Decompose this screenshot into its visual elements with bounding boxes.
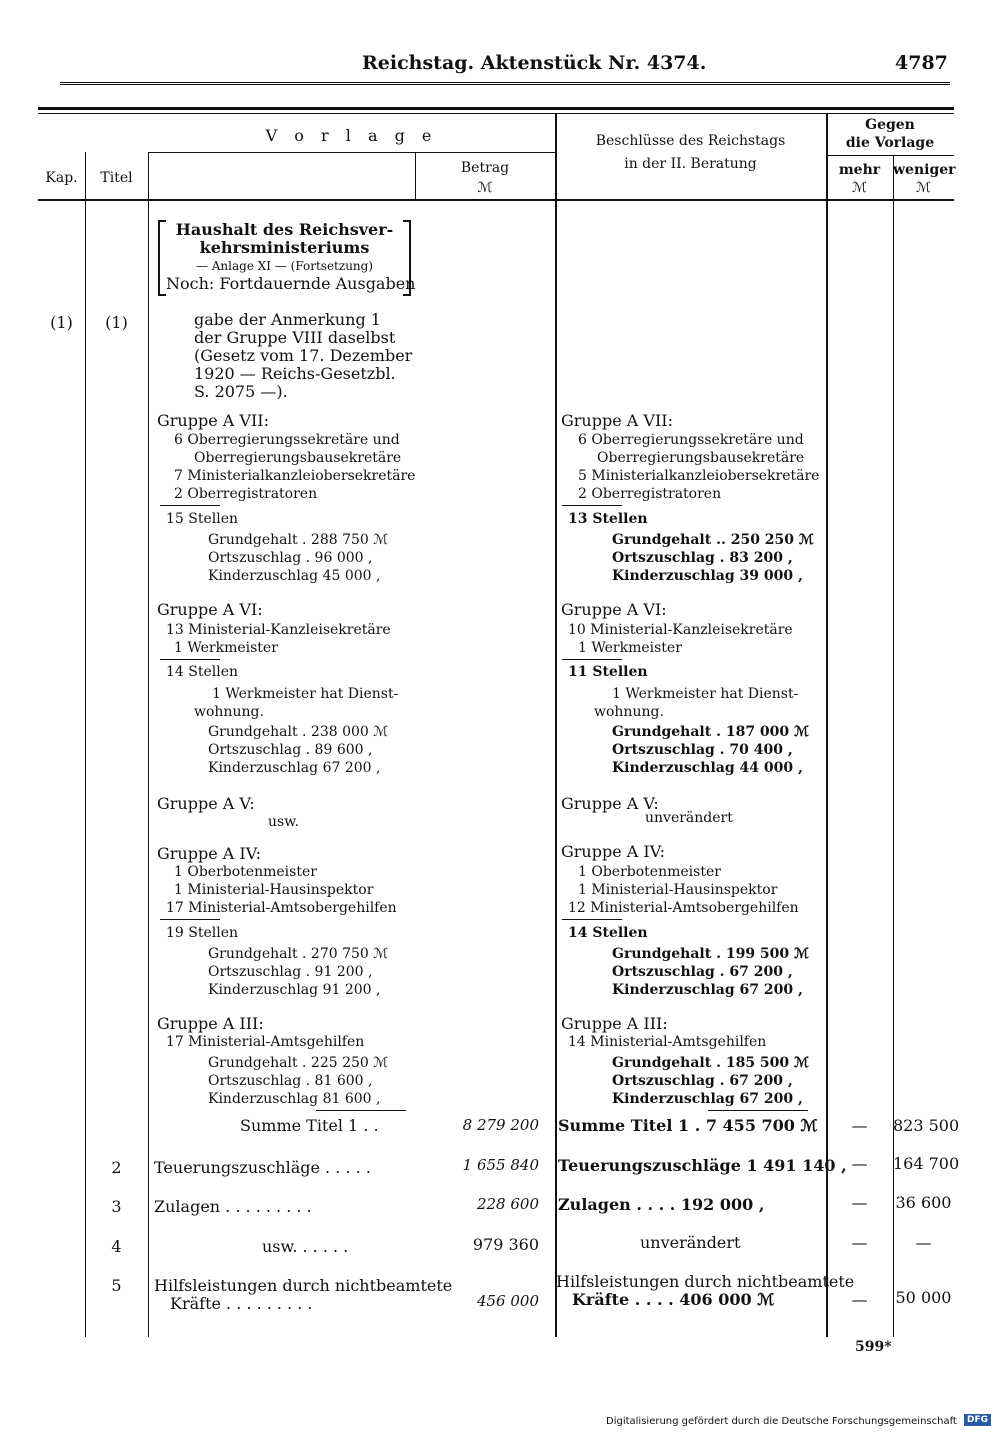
right-g6-line: 10 Ministerial-Kanzleisekretäre <box>568 622 793 638</box>
right-g3-grundgehalt: Grundgehalt . 185 500 ℳ <box>612 1055 809 1071</box>
left-g3-rule <box>316 1110 406 1111</box>
right-g4-grundgehalt: Grundgehalt . 199 500 ℳ <box>612 946 809 962</box>
section-annex: — Anlage XI — (Fortsetzung) <box>195 259 374 273</box>
titel-3-label: Zulagen . . . . . . . . . <box>154 1197 312 1216</box>
section-subtitle: Noch: Fortdauernde Ausgaben <box>166 274 416 293</box>
weniger-titel-4: — <box>915 1233 932 1252</box>
right-titel-5: Kräfte . . . . 406 000 ℳ <box>572 1290 775 1309</box>
page-header-title: Reichstag. Aktenstück Nr. 4374. <box>362 52 707 74</box>
left-g3-kinderzuschlag: Kinderzuschlag 81 600 , <box>208 1091 381 1107</box>
right-g7-title: Gruppe A VII: <box>561 411 673 430</box>
right-g6-kinderzuschlag: Kinderzuschlag 44 000 , <box>612 760 803 776</box>
left-g5-line: usw. <box>268 814 299 830</box>
intro-line: (Gesetz vom 17. Dezember <box>194 346 413 365</box>
left-g3-ortszuschlag: Ortszuschlag . 81 600 , <box>208 1073 373 1089</box>
intro-line: gabe der Anmerkung 1 <box>194 310 381 329</box>
mehr-heading: mehr <box>838 162 881 178</box>
titel-value-4: 4 <box>111 1237 122 1256</box>
left-g6-rule <box>160 659 220 660</box>
right-g7-ortszuschlag: Ortszuschlag . 83 200 , <box>612 550 793 566</box>
titel-5-label: Hilfsleistungen durch nichtbeamtete <box>154 1276 453 1295</box>
kap-heading: Kap. <box>45 170 78 186</box>
betrag-heading: Betrag <box>460 160 510 176</box>
right-g7-line: 5 Ministerialkanzleiobersekretäre <box>578 468 820 484</box>
weniger-titel-3: 36 600 <box>895 1193 952 1212</box>
titel-value-3: 3 <box>111 1197 122 1216</box>
left-g4-title: Gruppe A IV: <box>157 844 262 863</box>
right-g4-sum: 14 Stellen <box>568 925 648 941</box>
table-top-rule <box>38 107 954 110</box>
left-g6-note: wohnung. <box>194 704 264 720</box>
right-g5-line: unverändert <box>645 810 733 826</box>
left-g4-grundgehalt: Grundgehalt . 270 750 ℳ <box>208 946 389 962</box>
titel-value-1: (1) <box>105 313 128 332</box>
left-g4-line: 17 Ministerial-Amtsobergehilfen <box>166 900 397 916</box>
beschluesse-heading-1: Beschlüsse des Reichstags <box>595 133 786 149</box>
vorlage-heading: V o r l a g e <box>265 126 438 145</box>
left-g3-line: 17 Ministerial-Amtsgehilfen <box>166 1034 365 1050</box>
right-g6-ortszuschlag: Ortszuschlag . 70 400 , <box>612 742 793 758</box>
section-bracket-left <box>158 220 166 296</box>
beschluesse-heading-2: in der II. Beratung <box>624 156 757 172</box>
left-g4-sum: 19 Stellen <box>166 925 239 941</box>
left-g7-line: 2 Oberregistratoren <box>174 486 318 502</box>
left-sum-label: Summe Titel 1 . . <box>240 1116 379 1135</box>
left-g3-title: Gruppe A III: <box>157 1014 264 1033</box>
mehr-titel-5: — <box>851 1290 868 1309</box>
right-g3-line: 14 Ministerial-Amtsgehilfen <box>568 1034 767 1050</box>
mehr-titel-2: — <box>851 1154 868 1173</box>
betrag-titel-4: 979 360 <box>472 1235 539 1254</box>
left-g6-title: Gruppe A VI: <box>157 600 263 619</box>
left-g6-sum: 14 Stellen <box>166 664 239 680</box>
right-g7-line: Oberregierungsbausekretäre <box>597 450 805 466</box>
right-g6-title: Gruppe A VI: <box>561 600 667 619</box>
titel-value-5: 5 <box>111 1276 122 1295</box>
col-line-titel <box>148 152 149 1337</box>
right-g6-grundgehalt: Grundgehalt . 187 000 ℳ <box>612 724 809 740</box>
right-g4-kinderzuschlag: Kinderzuschlag 67 200 , <box>612 982 803 998</box>
left-g7-grundgehalt: Grundgehalt . 288 750 ℳ <box>208 532 389 548</box>
weniger-heading: weniger <box>893 162 956 178</box>
right-titel-2: Teuerungszuschläge 1 491 140 , <box>558 1156 847 1175</box>
left-g6-kinderzuschlag: Kinderzuschlag 67 200 , <box>208 760 381 776</box>
header-rule <box>60 82 950 85</box>
titel-heading: Titel <box>100 170 133 186</box>
left-g7-sum: 15 Stellen <box>166 511 239 527</box>
left-g7-line: 6 Oberregierungssekretäre und <box>174 432 400 448</box>
page-number: 4787 <box>895 52 948 74</box>
dfg-logo: DFG <box>964 1414 991 1426</box>
titel-value-2: 2 <box>111 1158 122 1177</box>
right-g6-sum: 11 Stellen <box>568 664 648 680</box>
weniger-unit: ℳ <box>916 180 931 196</box>
right-g3-title: Gruppe A III: <box>561 1014 668 1033</box>
mehr-titel-3: — <box>851 1193 868 1212</box>
titel-4-label: usw. . . . . . <box>262 1237 349 1256</box>
kap-value: (1) <box>50 313 73 332</box>
left-g6-note: 1 Werkmeister hat Dienst- <box>212 686 399 702</box>
left-g7-ortszuschlag: Ortszuschlag . 96 000 , <box>208 550 373 566</box>
right-g4-title: Gruppe A IV: <box>561 842 666 861</box>
left-g7-kinderzuschlag: Kinderzuschlag 45 000 , <box>208 568 381 584</box>
left-g3-grundgehalt: Grundgehalt . 225 250 ℳ <box>208 1055 389 1071</box>
vorlage-subrule <box>148 152 555 153</box>
titel-5-label: Kräfte . . . . . . . . . <box>170 1294 313 1313</box>
left-g6-ortszuschlag: Ortszuschlag . 89 600 , <box>208 742 373 758</box>
left-g7-title: Gruppe A VII: <box>157 411 269 430</box>
section-title-1: Haushalt des Reichsver- <box>175 220 394 239</box>
right-titel-5: Hilfsleistungen durch nichtbeamtete <box>556 1272 855 1291</box>
betrag-titel-5: 456 000 <box>476 1292 539 1310</box>
mehr-unit: ℳ <box>852 180 867 196</box>
right-g4-line: 12 Ministerial-Amtsobergehilfen <box>568 900 799 916</box>
gegen-heading-1: Gegen <box>865 117 915 133</box>
left-g4-line: 1 Oberbotenmeister <box>174 864 317 880</box>
right-g3-ortszuschlag: Ortszuschlag . 67 200 , <box>612 1073 793 1089</box>
left-g7-line: Oberregierungsbausekretäre <box>194 450 402 466</box>
right-g3-rule <box>708 1110 808 1111</box>
gegen-heading-2: die Vorlage <box>845 135 935 151</box>
right-g4-line: 1 Oberbotenmeister <box>578 864 721 880</box>
intro-line: 1920 — Reichs-Gesetzbl. <box>194 364 396 383</box>
betrag-titel-1: 8 279 200 <box>462 1116 539 1134</box>
dfg-notice: Digitalisierung gefördert durch die Deutsche Forschungsgemeinschaft <box>606 1416 957 1427</box>
right-titel-4: unverändert <box>640 1233 741 1252</box>
section-title-2: kehrsministeriums <box>199 238 370 257</box>
right-g7-sum: 13 Stellen <box>568 511 648 527</box>
gegen-subrule <box>826 155 954 156</box>
right-titel-3: Zulagen . . . . 192 000 , <box>558 1195 765 1214</box>
right-g7-line: 6 Oberregierungssekretäre und <box>578 432 804 448</box>
betrag-titel-2: 1 655 840 <box>462 1156 539 1174</box>
mehr-titel-4: — <box>851 1233 868 1252</box>
left-g4-rule <box>160 919 220 920</box>
right-g6-note: wohnung. <box>594 704 664 720</box>
mehr-titel-1: — <box>851 1116 868 1135</box>
left-g6-line: 1 Werkmeister <box>174 640 278 656</box>
left-g7-rule <box>160 505 220 506</box>
right-g4-rule <box>562 919 622 920</box>
left-g7-line: 7 Ministerialkanzleiobersekretäre <box>174 468 416 484</box>
right-g7-kinderzuschlag: Kinderzuschlag 39 000 , <box>612 568 803 584</box>
weniger-titel-5: 50 000 <box>895 1288 952 1307</box>
intro-line: der Gruppe VIII daselbst <box>194 328 396 347</box>
right-g4-line: 1 Ministerial-Hausinspektor <box>578 882 778 898</box>
right-g6-rule <box>562 659 622 660</box>
intro-line: S. 2075 —). <box>194 382 288 401</box>
right-g6-line: 1 Werkmeister <box>578 640 682 656</box>
left-g6-grundgehalt: Grundgehalt . 238 000 ℳ <box>208 724 389 740</box>
right-g7-grundgehalt: Grundgehalt .. 250 250 ℳ <box>612 532 814 548</box>
betrag-unit: ℳ <box>477 180 493 196</box>
left-g4-line: 1 Ministerial-Hausinspektor <box>174 882 374 898</box>
sheet-mark: 599* <box>855 1339 892 1355</box>
left-g6-line: 13 Ministerial-Kanzleisekretäre <box>166 622 391 638</box>
weniger-titel-2: 164 700 <box>893 1154 960 1173</box>
left-g4-ortszuschlag: Ortszuschlag . 91 200 , <box>208 964 373 980</box>
right-g7-line: 2 Oberregistratoren <box>578 486 722 502</box>
right-g5-title: Gruppe A V: <box>561 794 659 813</box>
left-g4-kinderzuschlag: Kinderzuschlag 91 200 , <box>208 982 381 998</box>
table-top-rule-thin <box>38 113 954 114</box>
titel-2-label: Teuerungszuschläge . . . . . <box>154 1158 371 1177</box>
table-head-rule <box>38 199 954 201</box>
betrag-titel-3: 228 600 <box>476 1195 539 1213</box>
col-line-beschluss <box>555 113 557 1337</box>
right-g6-note: 1 Werkmeister hat Dienst- <box>612 686 799 702</box>
weniger-titel-1: 823 500 <box>893 1116 960 1135</box>
right-sum-label: Summe Titel 1 . 7 455 700 ℳ <box>558 1116 818 1135</box>
right-g4-ortszuschlag: Ortszuschlag . 67 200 , <box>612 964 793 980</box>
left-g5-title: Gruppe A V: <box>157 794 255 813</box>
right-g3-kinderzuschlag: Kinderzuschlag 67 200 , <box>612 1091 803 1107</box>
right-g7-rule <box>562 505 622 506</box>
